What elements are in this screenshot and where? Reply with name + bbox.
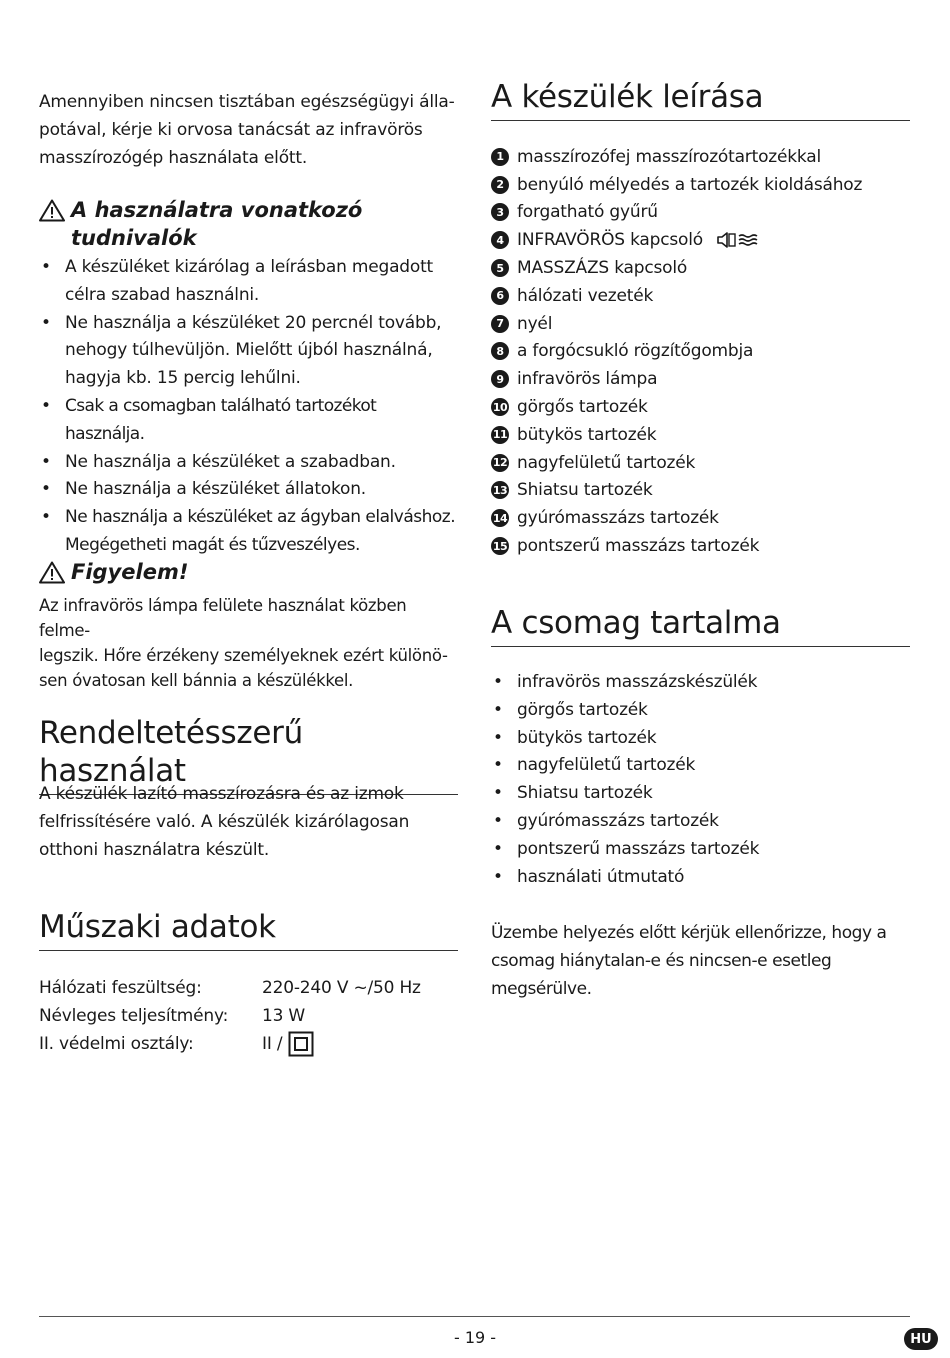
number-badge: 4: [491, 231, 509, 249]
parts-list-item: [491, 199, 910, 227]
warning-triangle-icon: [39, 561, 65, 584]
part-label: forgatható gyűrű: [517, 202, 658, 223]
number-badge: 6: [491, 287, 509, 305]
list-item-line: Ne használja a készüléket az ágyban elalváshoz.: [65, 507, 456, 528]
part-label: a forgócsukló rögzítőgombja: [517, 341, 754, 362]
caution-heading: [39, 558, 458, 586]
list-item-line: Ne használja a készüléket a szabadban.: [65, 451, 396, 472]
spec-row: [39, 974, 458, 1002]
warning-triangle-icon: [39, 199, 65, 222]
number-badge: 14: [491, 509, 509, 527]
number-badge: 10: [491, 398, 509, 416]
caution-paragraph: [39, 593, 458, 693]
list-item-line: hagyja kb. 15 percig lehűlni.: [65, 368, 301, 389]
caution-title: Figyelem!: [71, 560, 189, 584]
part-label: MASSZÁZS kapcsoló: [517, 258, 688, 279]
list-item-line: Megégetheti magát és tűzveszélyes.: [65, 534, 360, 555]
infrared-symbol-icon: [715, 230, 759, 250]
intended-use-paragraph: [39, 780, 458, 864]
page-number: - 19 -: [453, 1328, 497, 1347]
parts-list: [491, 143, 910, 560]
usage-notes-list: [39, 254, 458, 560]
list-item: • gyúrómasszázs tartozék: [491, 808, 910, 836]
tech-data-heading: Műszaki adatok: [39, 908, 458, 951]
parts-list-item: [491, 282, 910, 310]
part-label: masszírozófej masszírozótartozékkal: [517, 146, 821, 167]
spec-label: Hálózati feszültség:: [39, 978, 202, 998]
list-item: [39, 254, 458, 310]
list-item: [39, 476, 458, 504]
parts-list-item: [491, 143, 910, 171]
list-item-line: Ne használja a készüléket 20 percnél tovább,: [65, 312, 442, 333]
list-item: • pontszerű masszázs tartozék: [491, 836, 910, 864]
number-badge: 12: [491, 454, 509, 472]
spec-value: II /: [262, 1034, 283, 1054]
part-label: bütykös tartozék: [517, 424, 657, 445]
spec-label: Névleges teljesítmény:: [39, 1006, 229, 1026]
usage-notes-heading: [39, 196, 458, 252]
description-heading: A készülék leírása: [491, 78, 910, 121]
number-badge: 7: [491, 315, 509, 333]
part-label: infravörös lámpa: [517, 369, 658, 390]
intended-use-heading: Rendeltetésszerű használat: [39, 714, 458, 795]
spec-value-wrap: [262, 1030, 314, 1058]
intro-line: masszírozógép használata előtt.: [39, 148, 308, 168]
number-badge: 1: [491, 148, 509, 166]
package-heading: A csomag tartalma: [491, 604, 910, 647]
parts-list-item: [491, 365, 910, 393]
intro-line: Amennyiben nincsen tisztában egészségügyi álla-: [39, 92, 455, 112]
parts-list-item: [491, 504, 910, 532]
caution-line: legszik. Hőre érzékeny személyeknek ezért különö-: [39, 646, 448, 665]
list-item: [39, 504, 458, 560]
parts-list-item: [491, 310, 910, 338]
list-item-line: A készüléket kizárólag a leírásban megadott: [65, 257, 434, 277]
caution-line: sen óvatosan kell bánnia a készülékkel.: [39, 671, 354, 690]
list-item: • Shiatsu tartozék: [491, 780, 910, 808]
usage-notes-title: tudnivalók: [71, 226, 197, 250]
footer-divider: [39, 1316, 910, 1317]
parts-list-item: [491, 338, 910, 366]
list-item-line: Csak a csomagban található tartozékot használja.: [65, 395, 377, 444]
caution-line: Az infravörös lámpa felülete használat közben felme-: [39, 596, 407, 640]
number-badge: 13: [491, 481, 509, 499]
list-item-line: Ne használja a készüléket állatokon.: [65, 479, 366, 500]
intended-use-line: felfrissítésére való. A készülék kizárólagosan: [39, 812, 410, 832]
parts-list-item: [491, 254, 910, 282]
parts-list-item: [491, 226, 910, 254]
spec-label: II. védelmi osztály:: [39, 1034, 194, 1054]
parts-list-item: [491, 532, 910, 560]
part-label: INFRAVÖRÖS kapcsoló: [517, 230, 703, 251]
list-item: [39, 393, 458, 449]
spec-value: 220-240 V ~/50 Hz: [262, 978, 421, 998]
number-badge: 5: [491, 259, 509, 277]
list-item: [39, 449, 458, 477]
intended-use-line: otthoni használatra készült.: [39, 840, 270, 860]
list-item: • nagyfelületű tartozék: [491, 752, 910, 780]
list-item: • használati útmutató: [491, 864, 910, 892]
parts-list-item: [491, 393, 910, 421]
part-label: gyúrómasszázs tartozék: [517, 508, 719, 529]
number-badge: 9: [491, 370, 509, 388]
number-badge: 3: [491, 203, 509, 221]
package-note-line: csomag hiánytalan-e és nincsen-e esetleg megsérülve.: [491, 951, 832, 999]
number-badge: 8: [491, 342, 509, 360]
language-badge-label: HU: [910, 1331, 932, 1347]
list-item-line: célra szabad használni.: [65, 284, 260, 305]
intended-use-line: A készülék lazító masszírozásra és az izmok: [39, 784, 404, 804]
intro-line: potával, kérje ki orvosa tanácsát az infravörös: [39, 120, 423, 140]
intro-paragraph: [39, 88, 458, 172]
list-item: • bütykös tartozék: [491, 725, 910, 753]
list-item: • görgős tartozék: [491, 697, 910, 725]
usage-notes-title: A használatra vonatkozó: [71, 198, 363, 222]
parts-list-item: [491, 449, 910, 477]
language-badge: [904, 1328, 938, 1350]
number-badge: 11: [491, 426, 509, 444]
spec-row: [39, 1002, 458, 1030]
part-label: pontszerű masszázs tartozék: [517, 536, 760, 557]
package-list: [491, 669, 910, 891]
list-item-line: nehogy túlhevüljön. Mielőtt újból használná,: [65, 340, 433, 361]
spec-row: [39, 1030, 458, 1058]
number-badge: 2: [491, 176, 509, 194]
spec-value: 13 W: [262, 1006, 306, 1026]
parts-list-item: [491, 421, 910, 449]
list-item: [39, 310, 458, 393]
parts-list-item: [491, 171, 910, 199]
part-label: Shiatsu tartozék: [517, 480, 653, 501]
tech-data-table: [39, 974, 458, 1058]
number-badge: 15: [491, 537, 509, 555]
part-label: nagyfelületű tartozék: [517, 452, 696, 473]
parts-list-item: [491, 477, 910, 505]
part-label: görgős tartozék: [517, 397, 648, 418]
part-label: hálózati vezeték: [517, 285, 654, 306]
list-item: • infravörös masszázskészülék: [491, 669, 910, 697]
part-label: benyúló mélyedés a tartozék kioldásához: [517, 174, 863, 195]
part-label: nyél: [517, 313, 553, 334]
double-insulation-icon: [288, 1031, 314, 1057]
package-note: [491, 919, 910, 1003]
package-note-line: Üzembe helyezés előtt kérjük ellenőrizze, hogy a: [491, 923, 887, 943]
